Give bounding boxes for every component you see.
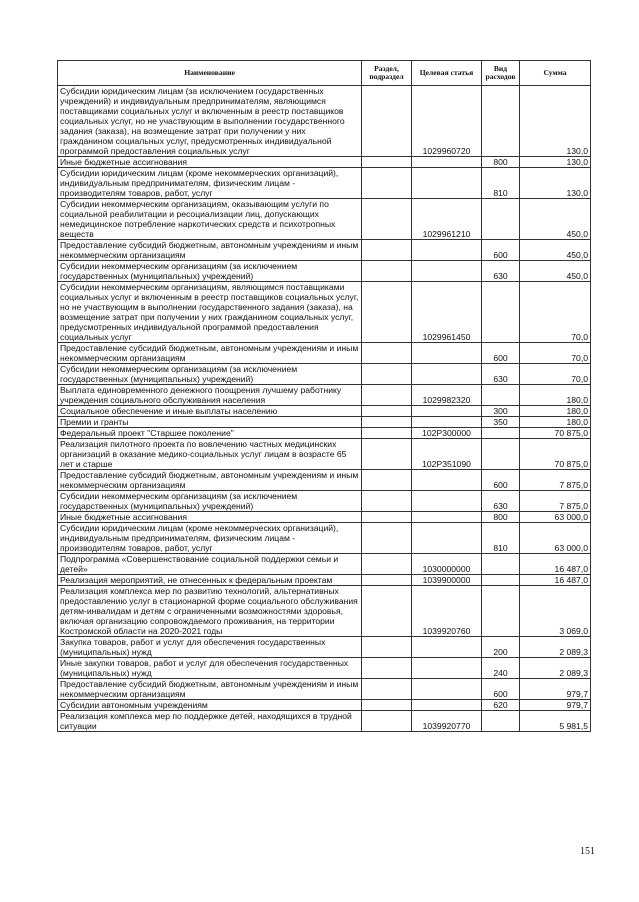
cell-sum: 130,0 (520, 168, 591, 199)
cell-section (362, 417, 412, 428)
cell-kind: 800 (482, 512, 520, 523)
table-row (58, 240, 591, 261)
cell-name: Иные бюджетные ассигнования (58, 512, 362, 523)
cell-target: 1039920760 (412, 586, 482, 637)
cell-section (362, 364, 412, 385)
cell-sum: 70,0 (520, 282, 591, 343)
cell-name: Подпрограмма «Совершенствование социальной поддержки семьи и детей» (58, 554, 362, 575)
cell-section (362, 711, 412, 732)
table-row (58, 417, 591, 428)
cell-target: 1029961450 (412, 282, 482, 343)
table-row (58, 168, 591, 199)
table-row (58, 385, 591, 406)
cell-kind (482, 86, 520, 157)
cell-section (362, 470, 412, 491)
cell-section (362, 554, 412, 575)
cell-target (412, 679, 482, 700)
cell-name: Социальное обеспечение и иные выплаты населению (58, 406, 362, 417)
table-row (58, 711, 591, 732)
cell-target (412, 343, 482, 364)
cell-name: Иные бюджетные ассигнования (58, 157, 362, 168)
cell-name: Предоставление субсидий бюджетным, автономным учреждениям и иным некоммерческим организациям (58, 240, 362, 261)
header-name: Наименование (58, 61, 362, 86)
table-row (58, 523, 591, 554)
cell-sum: 70,0 (520, 364, 591, 385)
cell-section (362, 157, 412, 168)
cell-section (362, 586, 412, 637)
header-section: Раздел, подраздел (362, 61, 412, 86)
cell-target (412, 157, 482, 168)
cell-target (412, 168, 482, 199)
cell-name: Субсидии некоммерческим организациям (за исключением государственных (муниципальных) учреждений) (58, 491, 362, 512)
cell-kind: 350 (482, 417, 520, 428)
cell-section (362, 512, 412, 523)
table-row (58, 700, 591, 711)
cell-kind (482, 428, 520, 439)
cell-sum: 450,0 (520, 240, 591, 261)
cell-target (412, 658, 482, 679)
cell-name: Субсидии автономным учреждениям (58, 700, 362, 711)
cell-sum: 130,0 (520, 86, 591, 157)
cell-kind (482, 575, 520, 586)
cell-sum: 2 089,3 (520, 637, 591, 658)
cell-kind: 240 (482, 658, 520, 679)
cell-section (362, 679, 412, 700)
cell-kind: 810 (482, 523, 520, 554)
table-row (58, 343, 591, 364)
table-row (58, 658, 591, 679)
cell-sum: 180,0 (520, 406, 591, 417)
cell-target (412, 417, 482, 428)
cell-sum: 16 487,0 (520, 575, 591, 586)
cell-kind (482, 385, 520, 406)
cell-sum: 70 875,0 (520, 439, 591, 470)
table-row (58, 199, 591, 240)
table-row (58, 406, 591, 417)
cell-section (362, 575, 412, 586)
cell-target: 1039900000 (412, 575, 482, 586)
cell-section (362, 700, 412, 711)
table-row (58, 637, 591, 658)
cell-section (362, 428, 412, 439)
cell-target: 1030000000 (412, 554, 482, 575)
cell-sum: 2 089,3 (520, 658, 591, 679)
cell-sum: 16 487,0 (520, 554, 591, 575)
cell-name: Закупка товаров, работ и услуг для обеспечения государственных (муниципальных) нужд (58, 637, 362, 658)
cell-name: Реализация мероприятий, не отнесенных к федеральным проектам (58, 575, 362, 586)
cell-section (362, 240, 412, 261)
cell-name: Федеральный проект "Старшее поколение" (58, 428, 362, 439)
cell-sum: 7 875,0 (520, 491, 591, 512)
cell-sum: 979,7 (520, 679, 591, 700)
cell-name: Иные закупки товаров, работ и услуг для обеспечения государственных (муниципальных) нужд (58, 658, 362, 679)
cell-sum: 979,7 (520, 700, 591, 711)
table-row (58, 282, 591, 343)
cell-target: 102P300000 (412, 428, 482, 439)
table-row (58, 554, 591, 575)
cell-name: Предоставление субсидий бюджетным, автономным учреждениям и иным некоммерческим организациям (58, 679, 362, 700)
cell-kind: 810 (482, 168, 520, 199)
table-header-row (58, 61, 591, 86)
cell-kind: 630 (482, 261, 520, 282)
table-row (58, 439, 591, 470)
cell-sum: 450,0 (520, 199, 591, 240)
cell-kind (482, 586, 520, 637)
cell-name: Субсидии юридическим лицам (за исключением государственных учреждений) и индивидуальным предпринимателям, являющимся поставщиками социальных услуг и включенным в реестр поставщиков социальных услуг, но не участвующим в выполнении государственного задания (заказа), на возмещение затрат при получении у них гражданином социальных услуг, предусмотренных индивидуальной программой предоставления социальных услуг (58, 86, 362, 157)
cell-section (362, 199, 412, 240)
cell-name: Реализация комплекса мер по развитию технологий, альтернативных предоставлению услуг в стационарной форме социального обслуживания детям-инвалидам и детям с ограниченными возможностями здоровья, включая организацию сопровождаемого проживания, на территории Костромской области на 2020-2021 годы (58, 586, 362, 637)
table-row (58, 157, 591, 168)
table-row (58, 86, 591, 157)
cell-section (362, 406, 412, 417)
cell-sum: 70,0 (520, 343, 591, 364)
cell-target (412, 700, 482, 711)
cell-name: Субсидии юридическим лицам (кроме некоммерческих организаций), индивидуальным предпринимателям, физическим лицам - производителям товаров, работ, услуг (58, 168, 362, 199)
cell-name: Предоставление субсидий бюджетным, автономным учреждениям и иным некоммерческим организациям (58, 470, 362, 491)
cell-kind: 300 (482, 406, 520, 417)
table-row (58, 679, 591, 700)
cell-sum: 180,0 (520, 417, 591, 428)
cell-name: Премии и гранты (58, 417, 362, 428)
header-target: Целевая статья (412, 61, 482, 86)
cell-name: Реализация пилотного проекта по вовлечению частных медицинских организаций в оказание медико-социальных услуг лицам в возрасте 65 лет и старше (58, 439, 362, 470)
budget-table (57, 60, 591, 732)
cell-sum: 5 981,5 (520, 711, 591, 732)
table-row (58, 586, 591, 637)
cell-section (362, 523, 412, 554)
cell-target (412, 512, 482, 523)
cell-name: Субсидии некоммерческим организациям (за исключением государственных (муниципальных) учреждений) (58, 364, 362, 385)
cell-name: Субсидии некоммерческим организациям, оказывающим услуги по социальной реабилитации и ресоциализации лиц, допускающих немедицинское потребление наркотических средств и психотропных веществ (58, 199, 362, 240)
table-row (58, 491, 591, 512)
cell-sum: 70 875,0 (520, 428, 591, 439)
cell-section (362, 439, 412, 470)
cell-sum: 180,0 (520, 385, 591, 406)
cell-kind: 630 (482, 491, 520, 512)
cell-section (362, 282, 412, 343)
cell-section (362, 261, 412, 282)
cell-target (412, 637, 482, 658)
cell-target (412, 261, 482, 282)
cell-target: 1029961210 (412, 199, 482, 240)
cell-section (362, 637, 412, 658)
table-row (58, 512, 591, 523)
cell-kind (482, 439, 520, 470)
cell-target (412, 406, 482, 417)
cell-section (362, 343, 412, 364)
cell-sum: 3 069,0 (520, 586, 591, 637)
cell-sum: 7 875,0 (520, 470, 591, 491)
cell-section (362, 491, 412, 512)
cell-section (362, 86, 412, 157)
cell-target: 1039920770 (412, 711, 482, 732)
cell-section (362, 168, 412, 199)
cell-sum: 450,0 (520, 261, 591, 282)
cell-section (362, 385, 412, 406)
table-row (58, 364, 591, 385)
cell-kind: 600 (482, 679, 520, 700)
cell-name: Выплата единовременного денежного поощрения лучшему работнику учреждения социального обслуживания населения (58, 385, 362, 406)
cell-sum: 130,0 (520, 157, 591, 168)
cell-target (412, 491, 482, 512)
cell-sum: 63 000,0 (520, 523, 591, 554)
cell-kind (482, 711, 520, 732)
cell-kind (482, 199, 520, 240)
cell-name: Субсидии юридическим лицам (кроме некоммерческих организаций), индивидуальным предпринимателям, физическим лицам - производителям товаров, работ, услуг (58, 523, 362, 554)
table-row (58, 261, 591, 282)
cell-kind: 800 (482, 157, 520, 168)
header-kind: Вид расходов (482, 61, 520, 86)
cell-kind: 600 (482, 470, 520, 491)
cell-target (412, 523, 482, 554)
cell-sum: 63 000,0 (520, 512, 591, 523)
table-row (58, 470, 591, 491)
cell-kind (482, 282, 520, 343)
cell-name: Реализация комплекса мер по поддержке детей, находящихся в трудной ситуации (58, 711, 362, 732)
cell-target: 1029960720 (412, 86, 482, 157)
cell-kind: 200 (482, 637, 520, 658)
cell-kind: 620 (482, 700, 520, 711)
cell-name: Предоставление субсидий бюджетным, автономным учреждениям и иным некоммерческим организациям (58, 343, 362, 364)
cell-name: Субсидии некоммерческим организациям (за исключением государственных (муниципальных) учреждений) (58, 261, 362, 282)
table-row (58, 575, 591, 586)
table-body (58, 86, 591, 732)
table-row (58, 428, 591, 439)
cell-kind: 630 (482, 364, 520, 385)
page-number: 151 (580, 846, 595, 857)
cell-name: Субсидии некоммерческим организациям, являющимся поставщиками социальных услуг и включенным в реестр поставщиков социальных услуг, но не участвующим в выполнении государственного задания (заказа), на возмещение затрат при получении у них гражданином социальных услуг, предусмотренных индивидуальной программой предоставления социальных услуг (58, 282, 362, 343)
cell-kind (482, 554, 520, 575)
cell-kind: 600 (482, 343, 520, 364)
cell-target: 1029982320 (412, 385, 482, 406)
cell-kind: 600 (482, 240, 520, 261)
header-sum: Сумма (520, 61, 591, 86)
cell-section (362, 658, 412, 679)
cell-target (412, 240, 482, 261)
cell-target (412, 470, 482, 491)
cell-target (412, 364, 482, 385)
cell-target: 102P351090 (412, 439, 482, 470)
